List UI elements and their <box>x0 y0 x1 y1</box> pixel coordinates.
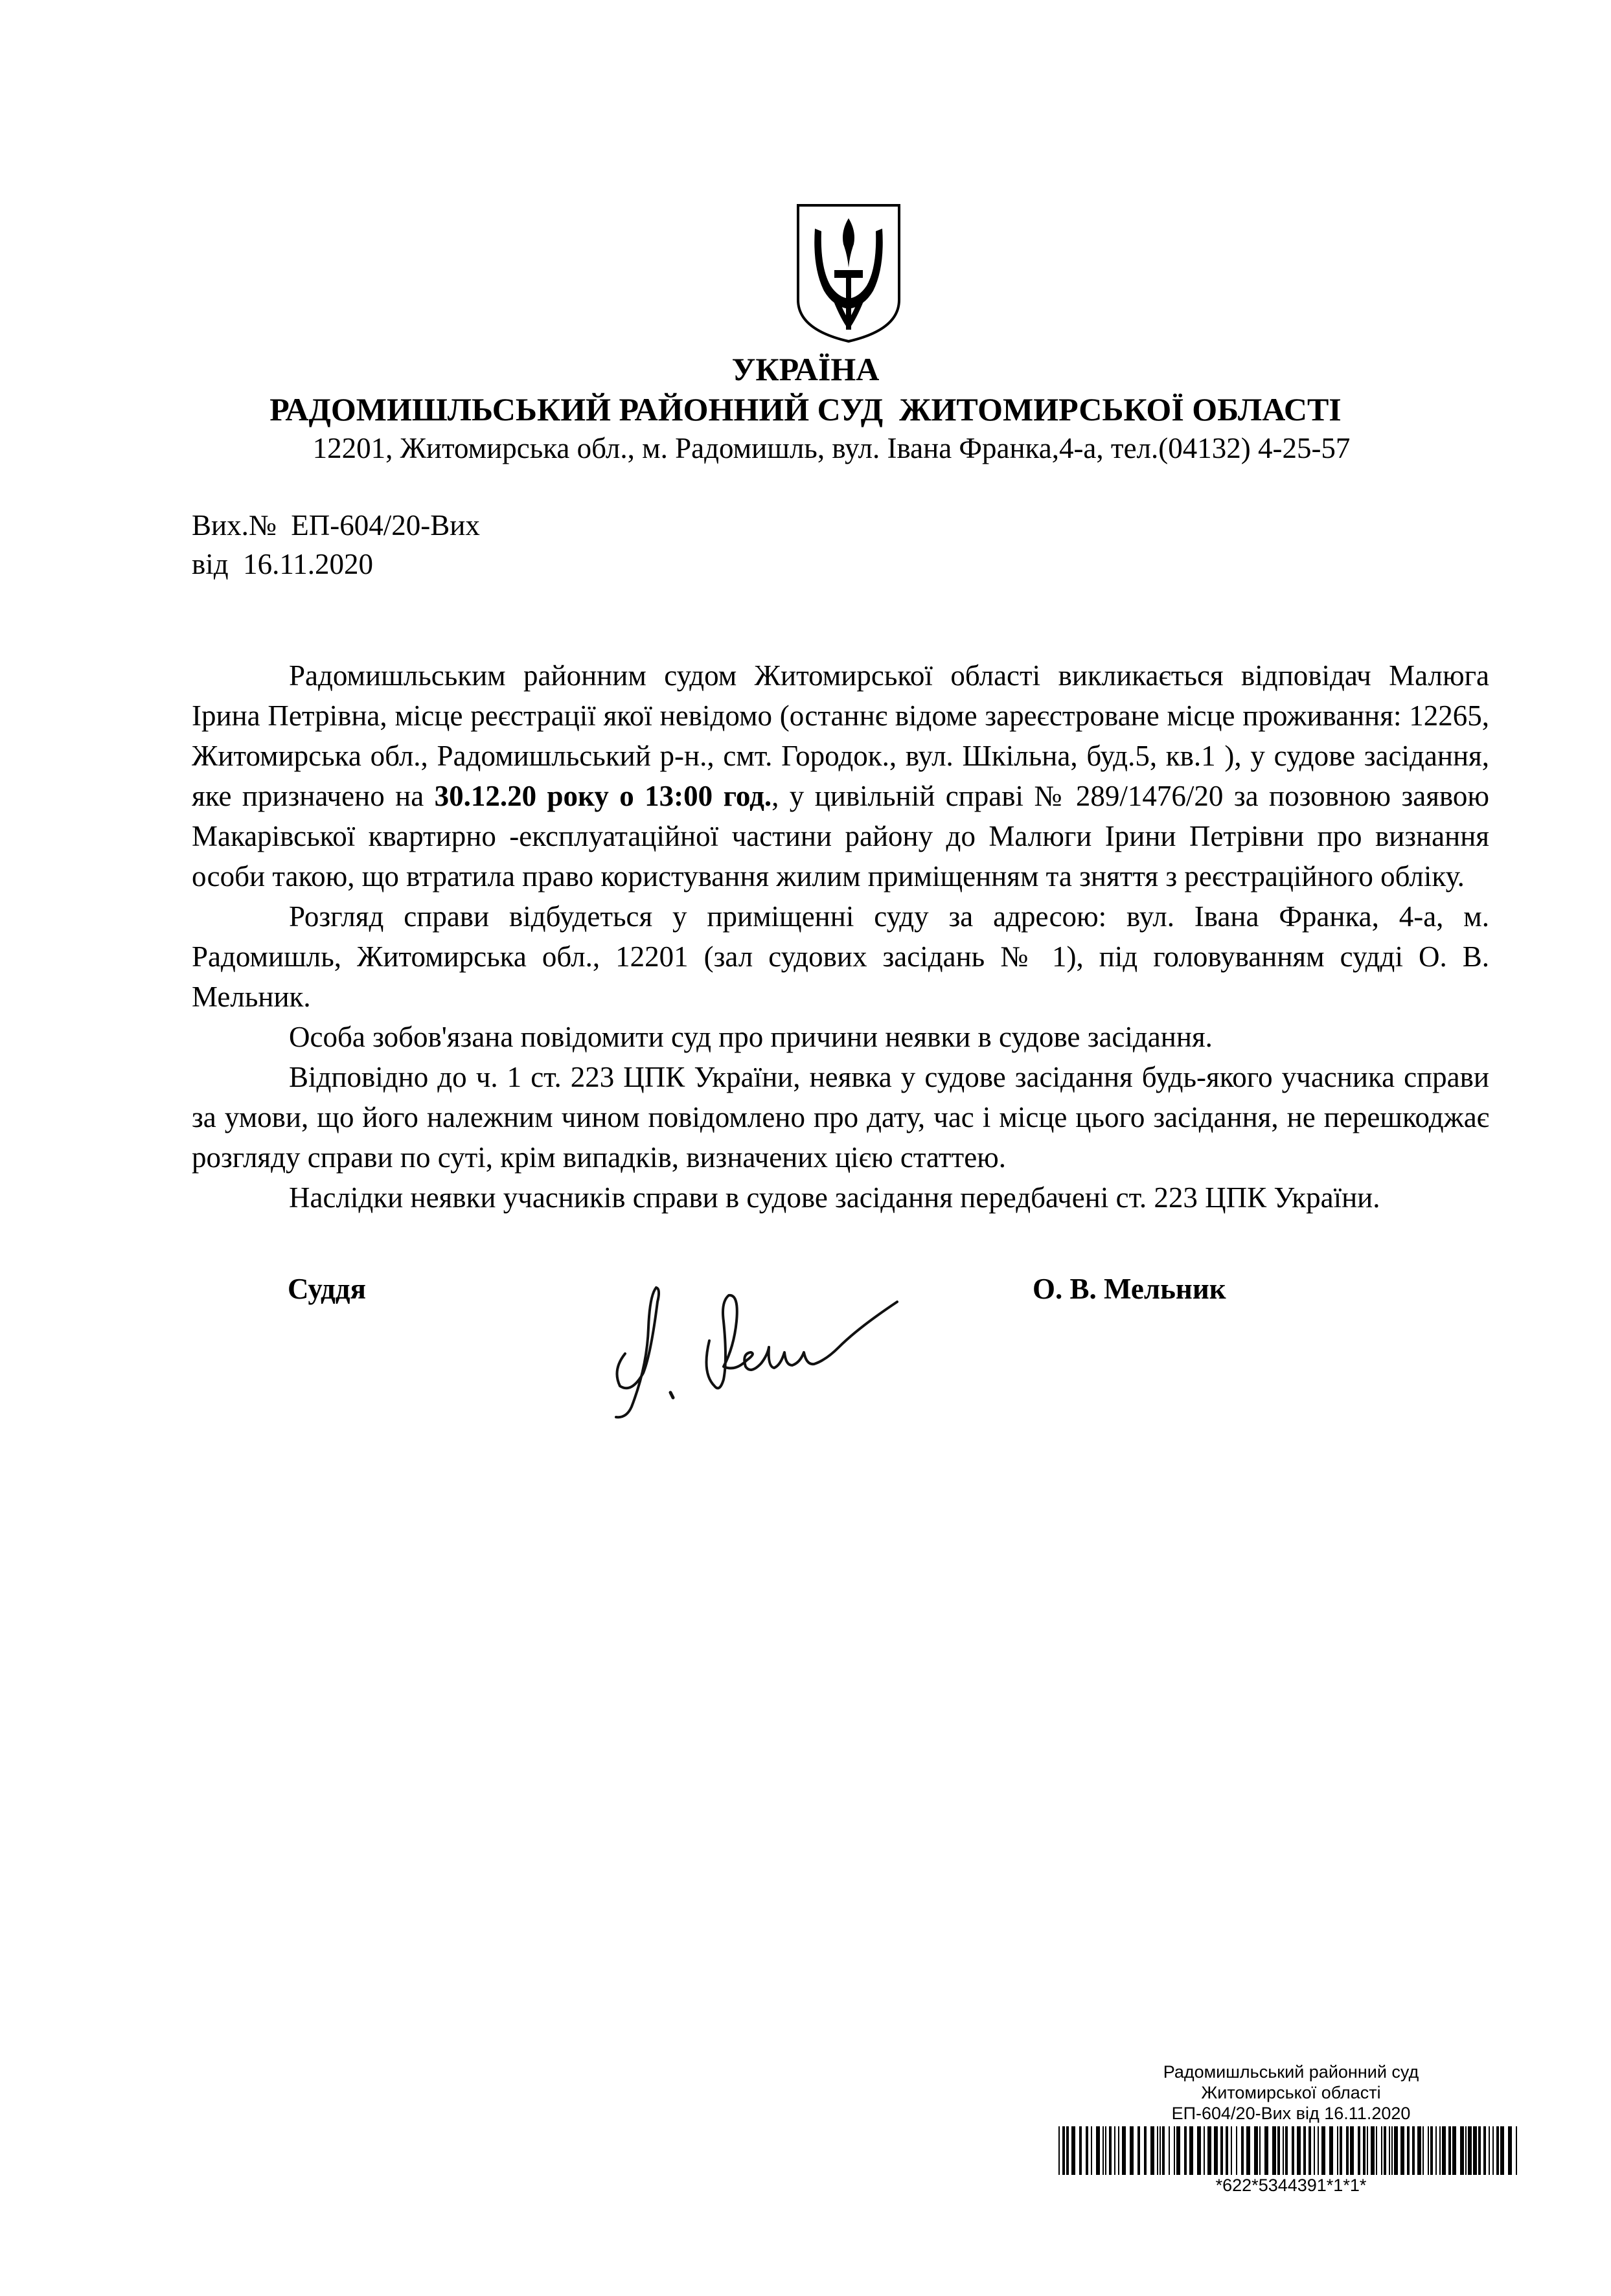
barcode-bar <box>1207 2126 1211 2175</box>
barcode-bar <box>1452 2126 1456 2175</box>
barcode-bar <box>1492 2126 1494 2175</box>
barcode-number: *622*5344391*1*1* <box>1215 2176 1367 2195</box>
barcode-bar <box>1169 2126 1170 2175</box>
barcode-bar <box>1321 2126 1325 2175</box>
stamp-court-name: Радомишльський районний суд <box>1163 2062 1419 2082</box>
barcode-bar <box>1337 2126 1338 2175</box>
barcode-bar <box>1231 2126 1232 2175</box>
barcode-bar <box>1220 2126 1223 2175</box>
barcode-bar <box>1465 2126 1467 2175</box>
notification-duty-paragraph: Особа зобов'язана повідомити суд про причини неявки в судове засідання. <box>289 1021 1213 1053</box>
barcode-bar <box>1160 2126 1161 2175</box>
barcode-bar <box>1264 2126 1268 2175</box>
law-reference-paragraph: Відповідно до ч. 1 ст. 223 ЦПК України, неявка у судове засідання будь-якого учасника справи за умови, що його належним чином повідомлено про дату, час і місце цього засідання, не перешкоджає розгляду справи по суті, крім випадків, визначених цією статтею. <box>192 1061 1489 1174</box>
barcode-bar <box>1340 2126 1342 2175</box>
barcode-bar <box>1259 2126 1261 2175</box>
barcode-bar <box>1292 2126 1294 2175</box>
barcode-bar <box>1236 2126 1237 2175</box>
barcode-bar <box>1430 2126 1433 2175</box>
barcode-bar <box>1483 2126 1486 2175</box>
handwritten-signature <box>586 1256 923 1431</box>
barcode-bar <box>1500 2126 1504 2175</box>
barcode-bar <box>1350 2126 1354 2175</box>
barcode-bar <box>1079 2126 1082 2175</box>
barcode-bar <box>1254 2126 1258 2175</box>
barcode-bar <box>1189 2126 1193 2175</box>
barcode-bar <box>1086 2126 1088 2175</box>
court-name-heading: РАДОМИШЛЬСЬКИЙ РАЙОННИЙ СУД ЖИТОМИРСЬКОЇ ОБЛАСТІ <box>269 391 1342 427</box>
hearing-location-paragraph: Розгляд справи відбудеться у приміщенні суду за адресою: вул. Івана Франка, 4-а, м. Радомишль, Житомирська обл., 12201 (зал судових засідань № 1), під головуванням судді О. В. Мельник. <box>192 900 1489 1013</box>
registration-stamp <box>1055 2062 1527 2124</box>
barcode-bar <box>1241 2126 1244 2175</box>
barcode-bar <box>1197 2126 1201 2175</box>
barcode-bar <box>1174 2126 1175 2175</box>
barcode-bar <box>1162 2126 1165 2175</box>
barcode-bar <box>1381 2126 1382 2175</box>
barcode-bar <box>1489 2126 1490 2175</box>
barcode-bar <box>1391 2126 1393 2175</box>
barcode-bar <box>1157 2126 1158 2175</box>
barcode-bar <box>1091 2126 1092 2175</box>
barcode-bar <box>1214 2126 1218 2175</box>
stamp-reference: ЕП-604/20-Вих від 16.11.2020 <box>1171 2104 1411 2123</box>
barcode-bar <box>1363 2126 1365 2175</box>
barcode-bar <box>1150 2126 1154 2175</box>
barcode-bar <box>1439 2126 1441 2175</box>
country-heading: УКРАЇНА <box>731 351 880 387</box>
barcode-bar <box>1516 2126 1517 2175</box>
stamp-region: Житомирської області <box>1201 2083 1381 2102</box>
barcode-bar <box>1329 2126 1333 2175</box>
summons-text-start: Радомишльським районним судом Житомирської області викликається відповідач Малюга Ірина Петрівна, місце реєстрації якої невідомо (останнє відоме зареєстроване місце проживання: 12265, Житомирська обл., Радомишльський р-н., смт. Городок., вул. Шкільна, буд.5, кв.1 ), у судове засідання, яке призначено на <box>192 659 1489 812</box>
barcode-bar <box>1144 2126 1147 2175</box>
barcode-bar <box>1118 2126 1119 2175</box>
barcode-bar <box>1417 2126 1421 2175</box>
barcode-bar <box>1114 2126 1115 2175</box>
barcode-bar <box>1184 2126 1187 2175</box>
barcode-bar <box>1442 2126 1446 2175</box>
barcode-bar <box>1277 2126 1280 2175</box>
barcode-bar <box>1137 2126 1140 2175</box>
barcode-bar <box>1303 2126 1306 2175</box>
judge-name: О. В. Мельник <box>1033 1273 1226 1305</box>
barcode <box>1058 2126 1522 2175</box>
outgoing-reference <box>192 506 480 584</box>
court-address: 12201, Житомирська обл., м. Радомишль, вул. Івана Франка,4-а, тел.(04132) 4-25-57 <box>312 432 1351 464</box>
barcode-bar <box>1448 2126 1451 2175</box>
barcode-bar <box>1272 2126 1276 2175</box>
barcode-bar <box>1389 2126 1390 2175</box>
barcode-bar <box>1058 2126 1060 2175</box>
barcode-bar <box>1096 2126 1100 2175</box>
summons-text-end: , у цивільній справі № 289/1476/20 за позовною заявою Макарівської квартирно -експлуатаційної частини району до Малюги Ірини Петрівни про визнання особи такою, що втратила право користування жилим приміщенням та зняття з реєстраційного обліку. <box>192 780 1489 892</box>
ukraine-coat-of-arms-icon <box>795 203 902 344</box>
barcode-bar <box>1285 2126 1288 2175</box>
barcode-bar <box>1412 2126 1415 2175</box>
barcode-bar <box>1297 2126 1301 2175</box>
judge-role-label: Суддя <box>288 1273 366 1305</box>
barcode-bar <box>1109 2126 1112 2175</box>
barcode-bar <box>1066 2126 1069 2175</box>
barcode-bar <box>1122 2126 1126 2175</box>
barcode-bar <box>1204 2126 1205 2175</box>
barcode-bar <box>1130 2126 1134 2175</box>
barcode-bar <box>1314 2126 1315 2175</box>
summons-paragraph <box>192 655 1489 896</box>
barcode-bar <box>1176 2126 1180 2175</box>
barcode-bar <box>1283 2126 1284 2175</box>
outgoing-date: від 16.11.2020 <box>192 548 373 580</box>
barcode-bar <box>1358 2126 1360 2175</box>
barcode-bar <box>1308 2126 1311 2175</box>
barcode-bar <box>1384 2126 1386 2175</box>
letter-body <box>192 655 1489 1218</box>
barcode-bar <box>1407 2126 1410 2175</box>
outgoing-number: Вих.№ ЕП-604/20-Вих <box>192 509 480 541</box>
barcode-bar <box>1371 2126 1375 2175</box>
barcode-bar <box>1226 2126 1228 2175</box>
barcode-bar <box>1496 2126 1499 2175</box>
barcode-bar <box>1318 2126 1319 2175</box>
barcode-bar <box>1246 2126 1250 2175</box>
barcode-bar <box>1062 2126 1065 2175</box>
barcode-bar <box>1367 2126 1368 2175</box>
consequences-paragraph: Наслідки неявки учасників справи в судове засідання передбачені ст. 223 ЦПК України. <box>289 1181 1380 1214</box>
barcode-bar <box>1478 2126 1481 2175</box>
barcode-bar <box>1103 2126 1104 2175</box>
barcode-bar <box>1422 2126 1424 2175</box>
barcode-bar <box>1468 2126 1472 2175</box>
barcode-bar <box>1346 2126 1349 2175</box>
barcode-bar <box>1071 2126 1075 2175</box>
barcode-bar <box>1376 2126 1377 2175</box>
barcode-bar <box>1460 2126 1464 2175</box>
barcode-bar <box>1508 2126 1512 2175</box>
barcode-bar <box>1105 2126 1106 2175</box>
hearing-datetime: 30.12.20 року о 13:00 год. <box>434 780 772 812</box>
barcode-bar <box>1394 2126 1398 2175</box>
barcode-bar <box>1428 2126 1429 2175</box>
barcode-bar <box>1400 2126 1404 2175</box>
barcode-bar <box>1435 2126 1437 2175</box>
barcode-bar <box>1473 2126 1477 2175</box>
